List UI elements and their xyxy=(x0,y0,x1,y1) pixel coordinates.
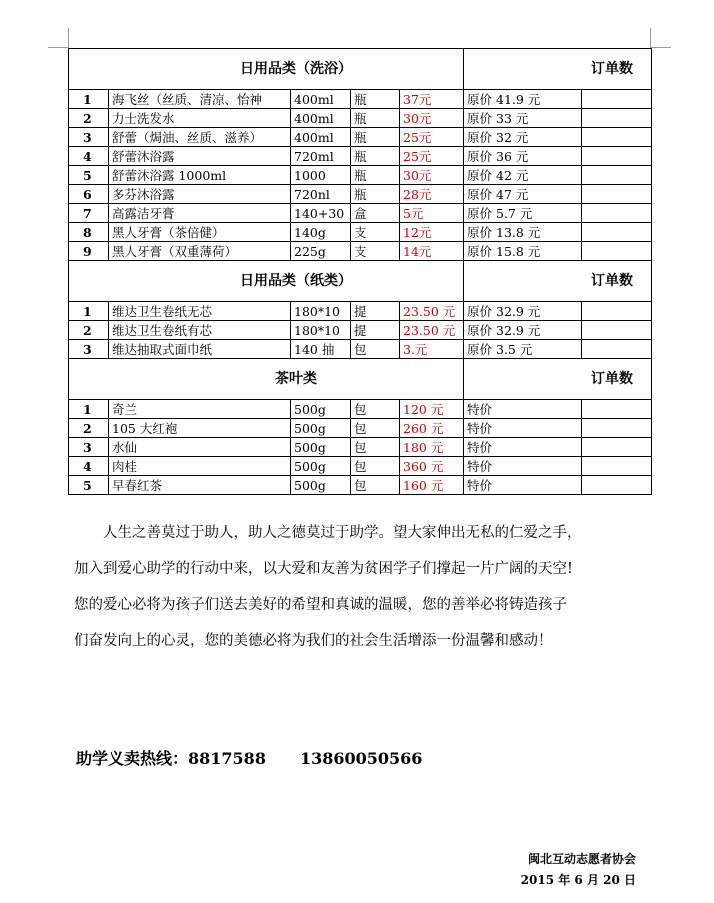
item-unit: 支 xyxy=(351,223,400,242)
item-unit: 瓶 xyxy=(351,166,400,185)
appeal-line: 人生之善莫过于助人，助人之德莫过于助学。望大家伸出无私的仁爱之手， xyxy=(103,525,582,541)
order-quantity-cell[interactable] xyxy=(582,147,652,166)
order-quantity-cell[interactable] xyxy=(582,302,652,321)
item-unit: 瓶 xyxy=(351,90,400,109)
table-row xyxy=(69,185,652,204)
item-number: 7 xyxy=(69,204,109,223)
item-original-price: 原价 47 元 xyxy=(464,185,582,204)
item-price: 25元 xyxy=(400,147,464,166)
item-number: 3 xyxy=(69,438,109,457)
item-spec: 400ml xyxy=(291,90,351,109)
item-price: 120 元 xyxy=(400,400,464,419)
item-price: 37元 xyxy=(400,90,464,109)
order-table xyxy=(68,48,652,495)
item-unit: 包 xyxy=(351,419,400,438)
order-quantity-cell[interactable] xyxy=(582,321,652,340)
table-row xyxy=(69,128,652,147)
item-price: 5元 xyxy=(400,204,464,223)
item-number: 4 xyxy=(69,147,109,166)
item-number: 1 xyxy=(69,90,109,109)
item-original-price: 原价 32.9 元 xyxy=(464,302,582,321)
crop-mark xyxy=(68,28,69,48)
item-name: 肉桂 xyxy=(109,457,291,476)
hotline-phone: 13860050566 xyxy=(299,749,423,768)
item-number: 2 xyxy=(69,321,109,340)
item-spec: 500g xyxy=(291,476,351,495)
item-name: 海飞丝（丝质、清凉、怡神 xyxy=(109,90,291,109)
item-unit: 包 xyxy=(351,438,400,457)
item-original-price: 原价 42 元 xyxy=(464,166,582,185)
item-unit: 盒 xyxy=(351,204,400,223)
item-original-price: 原价 41.9 元 xyxy=(464,90,582,109)
table-row xyxy=(69,438,652,457)
section-title: 日用品类（洗浴） xyxy=(69,49,464,90)
table-row xyxy=(69,109,652,128)
table-row xyxy=(69,340,652,359)
item-name: 高露洁牙膏 xyxy=(109,204,291,223)
orders-column-label: 订单数 xyxy=(464,359,652,400)
order-quantity-cell[interactable] xyxy=(582,109,652,128)
order-quantity-cell[interactable] xyxy=(582,185,652,204)
order-quantity-cell[interactable] xyxy=(582,476,652,495)
item-number: 1 xyxy=(69,400,109,419)
appeal-line: 您的爱心必将为孩子们送去美好的希望和真诚的温暖，您的善举必将铸造孩子 xyxy=(74,597,567,613)
item-spec: 720nl xyxy=(291,185,351,204)
item-unit: 包 xyxy=(351,400,400,419)
item-name: 舒蕾沐浴露 1000ml xyxy=(109,166,291,185)
appeal-paragraph xyxy=(74,515,654,659)
section-title: 茶叶类 xyxy=(69,359,464,400)
table-row xyxy=(69,476,652,495)
item-spec: 400ml xyxy=(291,109,351,128)
item-number: 3 xyxy=(69,340,109,359)
table-row xyxy=(69,419,652,438)
appeal-line: 加入到爱心助学的行动中来，以大爱和友善为贫困学子们撑起一片广阔的天空! xyxy=(74,561,573,577)
item-name: 舒蕾（焗油、丝质、滋养） xyxy=(109,128,291,147)
item-name: 早春红茶 xyxy=(109,476,291,495)
item-spec: 500g xyxy=(291,419,351,438)
item-name: 维达卫生卷纸无芯 xyxy=(109,302,291,321)
item-price: 160 元 xyxy=(400,476,464,495)
hotline-phone: 8817588 xyxy=(188,749,266,768)
item-number: 6 xyxy=(69,185,109,204)
item-name: 黑人牙膏（双重薄荷） xyxy=(109,242,291,261)
document-date: 2015 年 6 月 20 日 xyxy=(520,873,636,887)
item-price: 23.50 元 xyxy=(400,302,464,321)
item-number: 4 xyxy=(69,457,109,476)
item-original-price: 特价 xyxy=(464,457,582,476)
table-row xyxy=(69,147,652,166)
crop-mark xyxy=(48,47,68,48)
item-spec: 140 抽 xyxy=(291,340,351,359)
item-unit: 支 xyxy=(351,242,400,261)
item-name: 力士洗发水 xyxy=(109,109,291,128)
item-number: 1 xyxy=(69,302,109,321)
order-quantity-cell[interactable] xyxy=(582,128,652,147)
item-original-price: 原价 5.7 元 xyxy=(464,204,582,223)
item-number: 3 xyxy=(69,128,109,147)
item-number: 2 xyxy=(69,419,109,438)
item-unit: 提 xyxy=(351,321,400,340)
hotline-label: 助学义卖热线： xyxy=(76,749,189,768)
item-spec: 140+30 xyxy=(291,204,351,223)
item-original-price: 原价 32 元 xyxy=(464,128,582,147)
item-spec: 500g xyxy=(291,400,351,419)
item-number: 2 xyxy=(69,109,109,128)
orders-column-label: 订单数 xyxy=(464,261,652,302)
item-unit: 瓶 xyxy=(351,147,400,166)
order-quantity-cell[interactable] xyxy=(582,204,652,223)
item-original-price: 原价 32.9 元 xyxy=(464,321,582,340)
order-quantity-cell[interactable] xyxy=(582,166,652,185)
order-quantity-cell[interactable] xyxy=(582,223,652,242)
item-name: 105 大红袍 xyxy=(109,419,291,438)
table-row xyxy=(69,400,652,419)
item-unit: 包 xyxy=(351,457,400,476)
item-original-price: 原价 36 元 xyxy=(464,147,582,166)
item-original-price: 原价 3.5 元 xyxy=(464,340,582,359)
table-row xyxy=(69,457,652,476)
order-quantity-cell[interactable] xyxy=(582,438,652,457)
table-row xyxy=(69,166,652,185)
item-number: 5 xyxy=(69,166,109,185)
order-quantity-cell[interactable] xyxy=(582,90,652,109)
item-spec: 500g xyxy=(291,438,351,457)
item-price: 25元 xyxy=(400,128,464,147)
section-header xyxy=(69,261,652,302)
item-original-price: 原价 33 元 xyxy=(464,109,582,128)
item-spec: 225g xyxy=(291,242,351,261)
item-original-price: 原价 15.8 元 xyxy=(464,242,582,261)
item-price: 180 元 xyxy=(400,438,464,457)
item-original-price: 特价 xyxy=(464,419,582,438)
item-spec: 1000 xyxy=(291,166,351,185)
item-spec: 140g xyxy=(291,223,351,242)
item-unit: 提 xyxy=(351,302,400,321)
item-unit: 包 xyxy=(351,340,400,359)
item-unit: 瓶 xyxy=(351,128,400,147)
table-row xyxy=(69,90,652,109)
item-price: 23.50 元 xyxy=(400,321,464,340)
item-name: 奇兰 xyxy=(109,400,291,419)
item-name: 黑人牙膏（茶倍健） xyxy=(109,223,291,242)
item-name: 多芬沐浴露 xyxy=(109,185,291,204)
item-unit: 包 xyxy=(351,476,400,495)
item-price: 30元 xyxy=(400,166,464,185)
item-original-price: 原价 13.8 元 xyxy=(464,223,582,242)
item-original-price: 特价 xyxy=(464,476,582,495)
item-name: 维达卫生卷纸有芯 xyxy=(109,321,291,340)
order-quantity-cell[interactable] xyxy=(582,340,652,359)
table-row xyxy=(69,302,652,321)
section-header xyxy=(69,49,652,90)
section-header xyxy=(69,359,652,400)
item-original-price: 特价 xyxy=(464,400,582,419)
table-row xyxy=(69,204,652,223)
item-number: 8 xyxy=(69,223,109,242)
crop-mark xyxy=(650,28,651,48)
appeal-line: 们奋发向上的心灵，您的美德必将为我们的社会生活增添一份温馨和感动！ xyxy=(74,633,553,649)
item-price: 3.元 xyxy=(400,340,464,359)
item-name: 水仙 xyxy=(109,438,291,457)
table-row xyxy=(69,242,652,261)
item-price: 360 元 xyxy=(400,457,464,476)
item-number: 5 xyxy=(69,476,109,495)
order-quantity-cell[interactable] xyxy=(582,457,652,476)
item-spec: 180*10 xyxy=(291,321,351,340)
organization-name: 闽北互动志愿者协会 xyxy=(527,852,636,866)
crop-mark xyxy=(651,47,671,48)
table-row xyxy=(69,223,652,242)
item-price: 260 元 xyxy=(400,419,464,438)
orders-column-label: 订单数 xyxy=(464,49,652,90)
item-original-price: 特价 xyxy=(464,438,582,457)
item-spec: 180*10 xyxy=(291,302,351,321)
hotline xyxy=(76,746,422,769)
order-quantity-cell[interactable] xyxy=(582,242,652,261)
item-price: 30元 xyxy=(400,109,464,128)
item-name: 维达抽取式面巾纸 xyxy=(109,340,291,359)
item-spec: 720ml xyxy=(291,147,351,166)
item-price: 14元 xyxy=(400,242,464,261)
item-name: 舒蕾沐浴露 xyxy=(109,147,291,166)
order-quantity-cell[interactable] xyxy=(582,400,652,419)
item-unit: 瓶 xyxy=(351,109,400,128)
item-price: 12元 xyxy=(400,223,464,242)
table-row xyxy=(69,321,652,340)
item-number: 9 xyxy=(69,242,109,261)
order-quantity-cell[interactable] xyxy=(582,419,652,438)
item-unit: 瓶 xyxy=(351,185,400,204)
section-title: 日用品类（纸类） xyxy=(69,261,464,302)
item-spec: 500g xyxy=(291,457,351,476)
item-spec: 400ml xyxy=(291,128,351,147)
item-price: 28元 xyxy=(400,185,464,204)
